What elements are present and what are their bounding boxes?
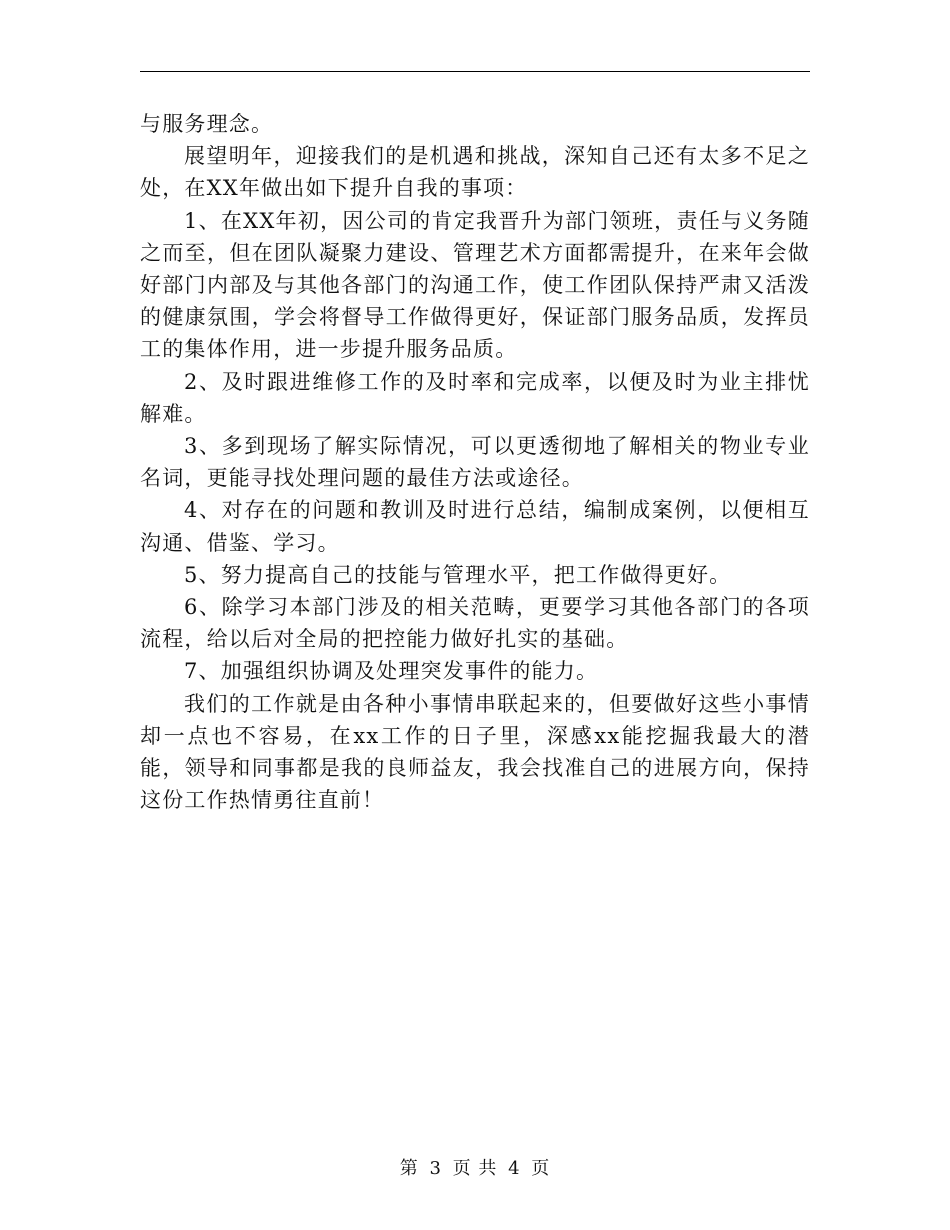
footer-page-suffix: 页	[531, 1158, 551, 1179]
footer-page-prefix: 第	[399, 1158, 419, 1179]
paragraph-1: 展望明年，迎接我们的是机遇和挑战，深知自己还有太多不足之处，在XX年做出如下提升自我的事项：	[140, 144, 810, 201]
page-footer	[0, 1154, 950, 1180]
paragraph-7: 6、除学习本部门涉及的相关范畴，更要学习其他各部门的各项流程，给以后对全局的把控能力做好扎实的基础。	[140, 595, 810, 652]
footer-total-pages: 4	[508, 1158, 521, 1179]
paragraph-4: 3、多到现场了解实际情况，可以更透彻地了解相关的物业专业名词，更能寻找处理问题的最佳方法或途径。	[140, 434, 810, 491]
document-body	[140, 108, 810, 816]
paragraph-2: 1、在XX年初，因公司的肯定我晋升为部门领班，责任与义务随之而至，但在团队凝聚力建设、管理艺术方面都需提升，在来年会做好部门内部及与其他各部门的沟通工作，使工作团队保持严肃又活泼的健康氛围，学会将督导工作做得更好，保证部门服务品质，发挥员工的集体作用，进一步提升服务品质。	[140, 208, 810, 362]
paragraph-6: 5、努力提高自己的技能与管理水平，把工作做得更好。	[184, 562, 732, 587]
paragraph-8: 7、加强组织协调及处理突发事件的能力。	[184, 659, 599, 684]
paragraph-5: 4、对存在的问题和教训及时进行总结，编制成案例，以便相互沟通、借鉴、学习。	[140, 498, 810, 555]
footer-page-mid: 页 共	[452, 1158, 498, 1179]
paragraph-3: 2、及时跟进维修工作的及时率和完成率，以便及时为业主排忧解难。	[140, 369, 810, 426]
header-rule	[140, 71, 810, 72]
footer-current-page: 3	[429, 1158, 442, 1179]
paragraph-0: 与服务理念。	[140, 112, 274, 136]
paragraph-9: 我们的工作就是由各种小事情串联起来的，但要做好这些小事情却一点也不容易，在xx工作的日子里，深感xx能挖掘我最大的潜能，领导和同事都是我的良师益友，我会找准自己的进展方向，保持这份工作热情勇往直前！	[140, 691, 810, 813]
